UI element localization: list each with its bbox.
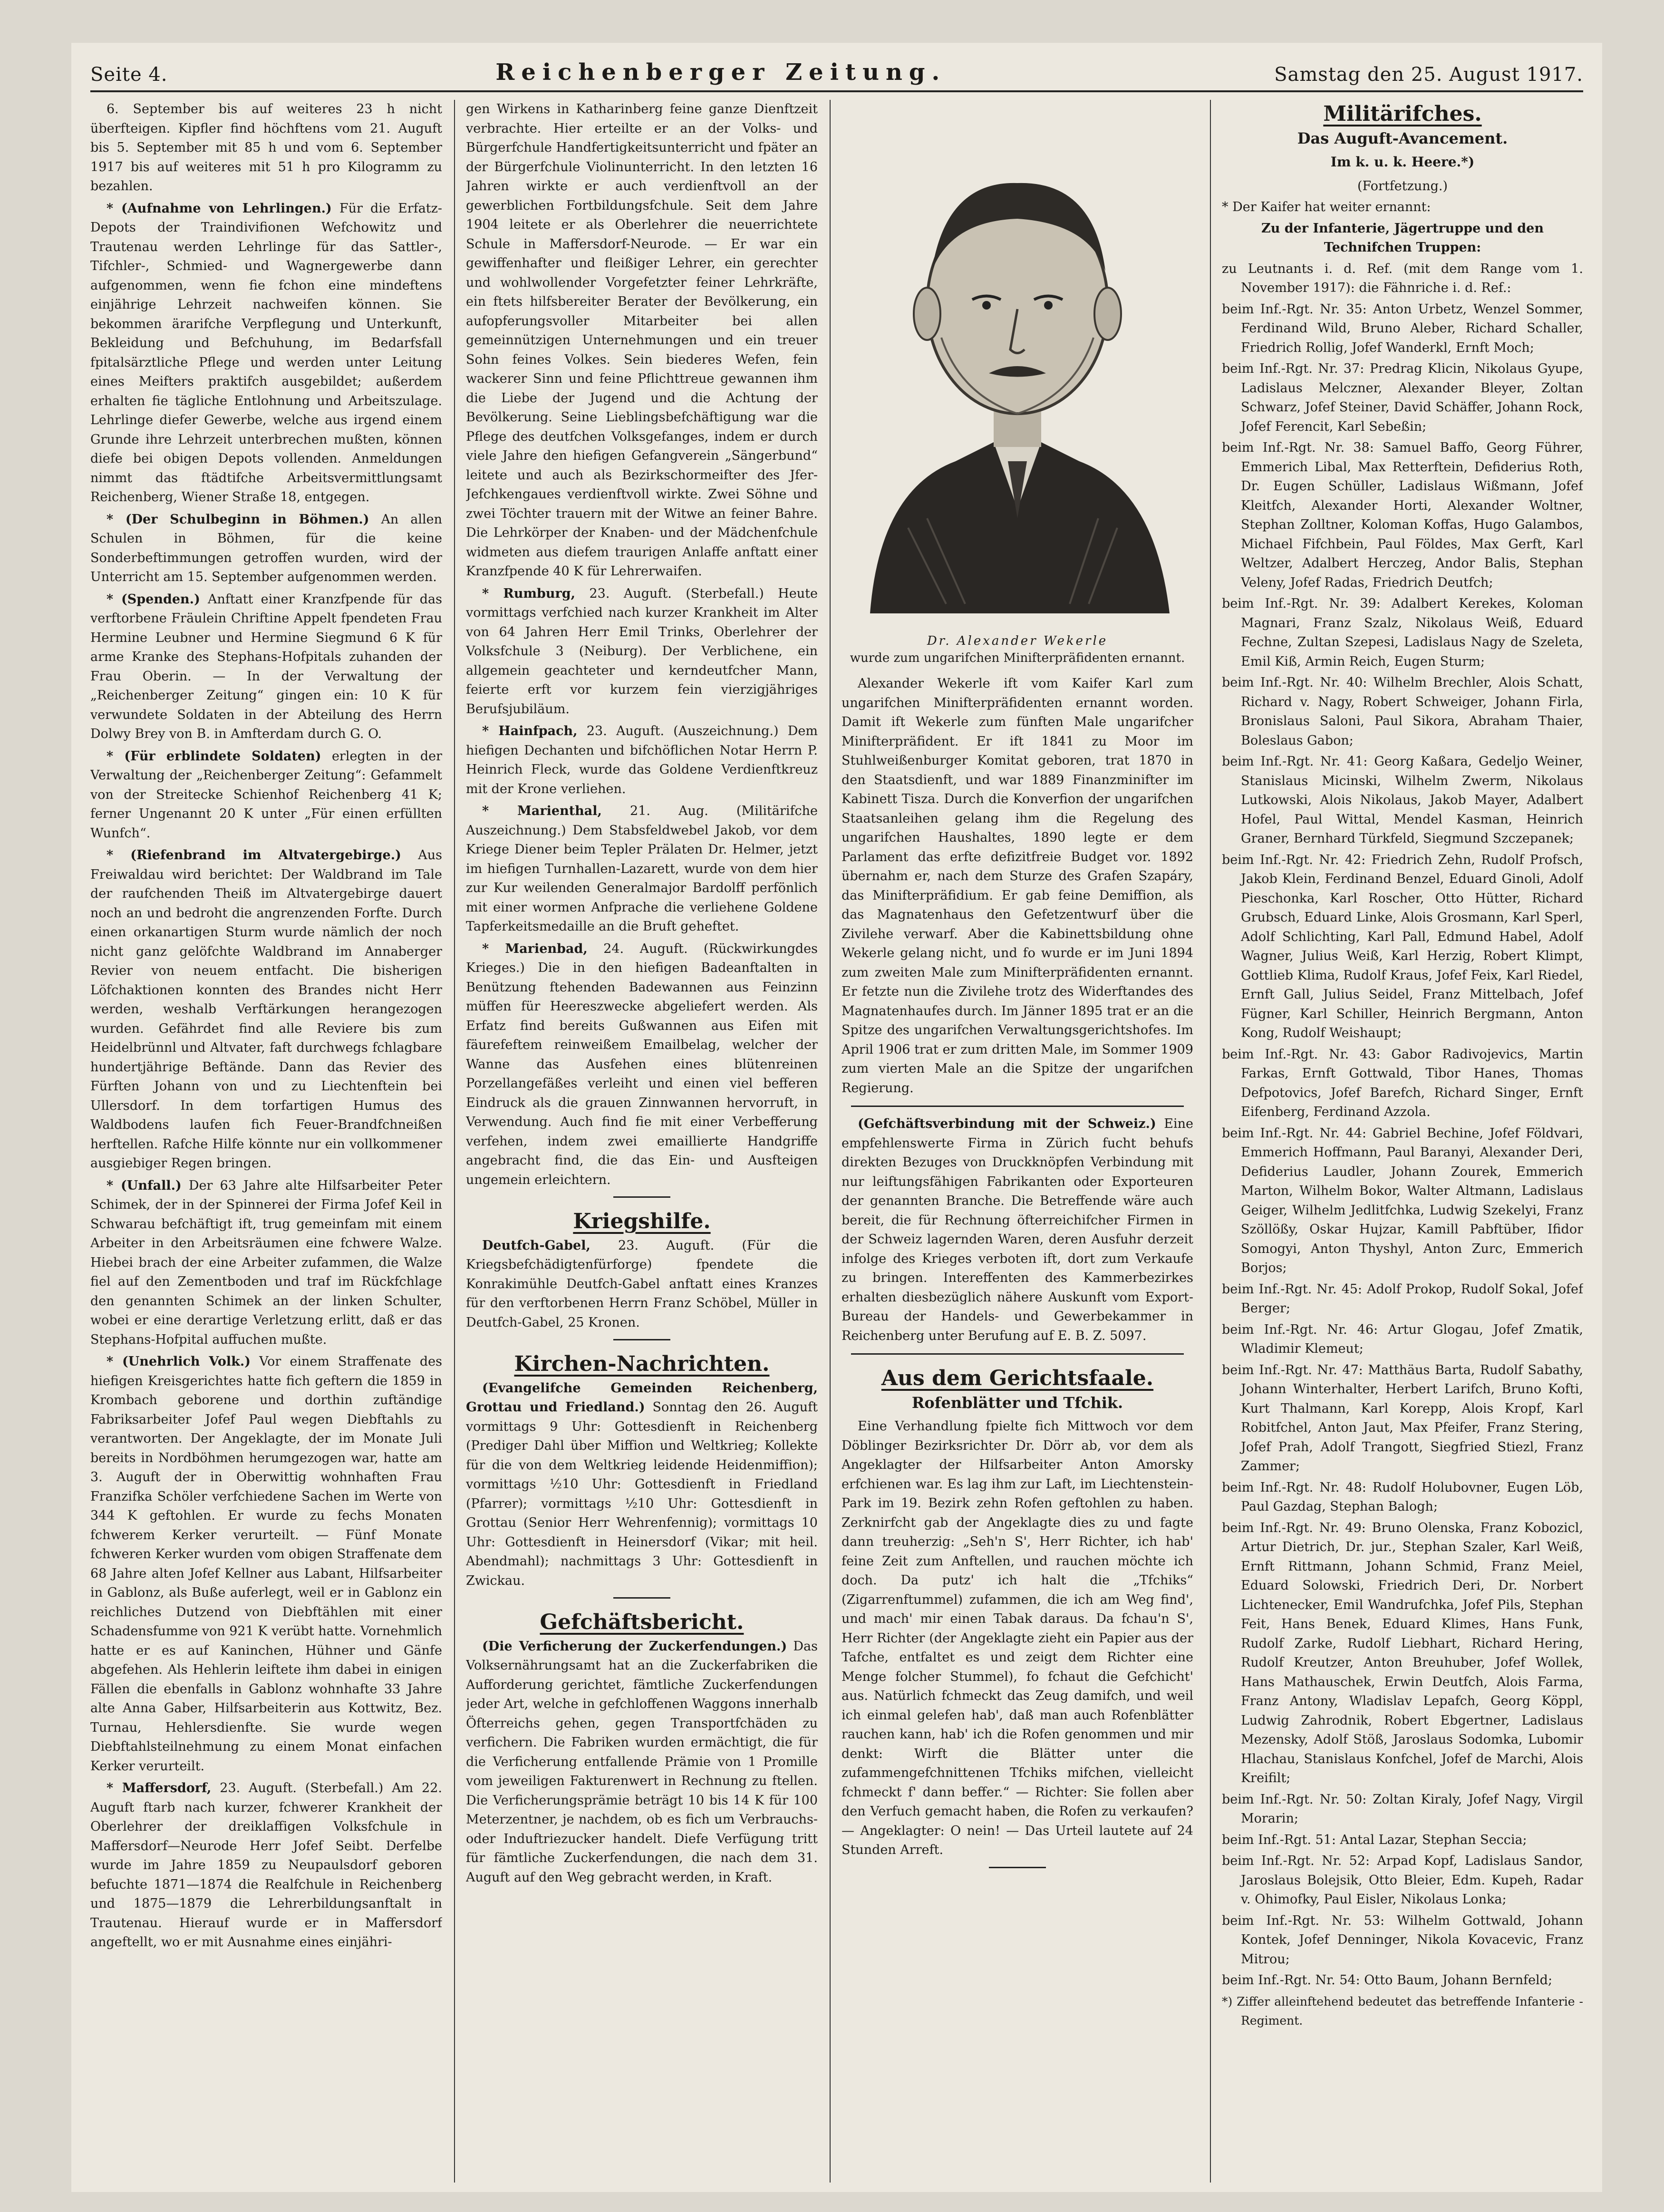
column-2 (466, 100, 818, 2183)
article-paragraph (90, 1352, 442, 1776)
article-heading: * (Aufnahme von Lehrlingen.) (106, 201, 332, 216)
section-divider (851, 1106, 1184, 1107)
list-item: beim Inf.-Rgt. Nr. 39: Adalbert Kerekes, Koloman Magnari, Franz Szalz, Nikolaus Weiß, Eduard Fechne, Zultan Szepesi, Ladislaus Nagy de Szeleta, Emil Kiß, Armin Reich, Eugen Sturm; (1222, 596, 1583, 669)
column-1 (90, 100, 442, 2183)
page-number: Seite 4. (90, 64, 168, 86)
list-item: beim Inf.-Rgt. Nr. 40: Wilhelm Brechler, Alois Schatt, Richard v. Nagy, Robert Schweiger, Johann Firla, Bronislaus Saloni, Paul Sikora, Abraham Thaier, Boleslaus Gabon; (1222, 675, 1583, 748)
list-intro: * Der Kaifer hat weiter ernannt: (1222, 200, 1431, 214)
column-rule (830, 100, 831, 2183)
article-paragraph: Eine Verhandlung fpielte fich Mittwoch vor dem Döblinger Bezirksrichter Dr. Dörr ab, vor dem als Angeklagter der Hilfsarbeiter Anton Amorsky erfchienen war. Es lag ihm zur Laft, im Liechtenstein-Park im 19. Bezirk zehn Rofen geftohlen zu haben. Zerknirfcht gab der Angeklagte dies zu und fagte dann treuherzig: „Seh'n S', Herr Richter, ich hab' feine Zeit zum Anftellen, und rauchen möchte ich doch. Da putz' ich halt die „Tfchiks“ (Zigarrenftummel) zufammen, die ich am Weg find', und mach' mir einen Tabak daraus. Da fchau'n S', Herr Richter (der Angeklagte zieht ein Papier aus der Tafche, entfaltet es und zeigt dem Richter eine Menge folcher Stummel), fo fchaut die Gefchicht' aus. Natürlich fchmeckt das Zeug damifch, und weil ich einmal gelefen hab', daß man auch Rofenblätter rauchen kann, hab' ich die Rofen genommen und mir denkt: Wirft die Blätter unter die zufammengefchnittenen Tfchiks mifchen, vielleicht fchmeckt f' dann beffer.“ — Richter: Sie follen aber den Verfuch gemacht haben, die Rofen zu verkaufen? — Angeklagter: O nein! — Das Urteil lautete auf 24 Stunden Arreft. (842, 1419, 1193, 1857)
article-paragraph (466, 1379, 818, 1591)
article-paragraph (842, 1115, 1193, 1346)
section-heading-kirchen: Kirchen-Nachrichten. (514, 1352, 770, 1376)
article-text: 23. Auguft. (Sterbefall.) Am 22. Auguft ftarb nach kurzer, fchwerer Krankheit der Oberlehrer der dreiklaffigen Volksfchule in Maffersdorf—Neurode Herr Jofef Seibt. Derfelbe wurde im Jahre 1859 zu Neupaulsdorf geboren befuchte 1871—1874 die Realfchule in Reichenberg und 1875—1879 die Lehrerbildungsanftalt in Trautenau. Hierauf wurde er in Maffersdorf angeftellt, wo er mit Ausnahme eines einjähri- (90, 1781, 442, 1950)
article-text: 23. Auguft. (Auszeichnung.) Dem hiefigen Dechanten und bifchöflichen Notar Herrn P. Heinrich Fleck, wurde das Goldene Verdienftkreuz mit der Krone verliehen. (466, 724, 818, 796)
article-text: Vor einem Straffenate des hiefigen Kreisgerichtes hatte fich geftern die 1859 in Krombach geborene und dorthin zuftändige Fabriksarbeiter Jofef Paul wegen Diebftahls zu verantworten. Der Angeklagte, der im Monate Juli bereits in Nordböhmen herumgezogen war, hatte am 3. Auguft der in Oberwittig wohnhaften Frau Franzifka Schöler verfchiedene Sachen im Werte von 344 K geftohlen. Er wurde zu fechs Monaten fchwerem Kerker verurteilt. — Fünf Monate fchweren Kerker wurden vom obigen Straffenate dem 68 Jahre alten Jofef Kellner aus Labant, Hilfsarbeiter in Gablonz, als Buße auferlegt, weil er in Gablonz ein reichliches Dutzend von Diebftählen mit einer Schadensfumme von 921 K verübt hatte. Vornehmlich hatte er es auf Kaninchen, Hühner und Gänfe abgefehen. Als Hehlerin leiftete ihm dabei in einigen Fällen die ebenfalls in Gablonz wohnhafte 33 Jahre alte Anna Gaber, Hilfsarbeiterin aus Kottwitz, Bez. Turnau, Hehlersdienfte. Sie wurde wegen Diebftahlsteilnehmung zu einem Monat einfachen Kerker verurteilt. (90, 1354, 442, 1774)
article-text: 21. Aug. (Militärifche Auszeichnung.) Dem Stabsfeldwebel Jakob, vor dem Kriege Diener beim Tepler Prälaten Dr. Helmer, jetzt im hiefigen Turnhallen-Lazarett, wurde von dem hier zur Kur weilenden Generalmajor Bardolff perfönlich mit einer wormen Anfprache die verliehene Goldene Tapferkeitsmedaille an die Bruft geheftet. (466, 804, 818, 934)
article-heading: * Marienthal, (482, 804, 602, 818)
column-rule (454, 100, 455, 2183)
article-paragraph (466, 1637, 818, 1888)
column-4 (1222, 100, 1583, 2183)
list-item: beim Inf.-Rgt. Nr. 54: Otto Baum, Johann Bernfeld; (1222, 1973, 1553, 1988)
article-paragraph: gen Wirkens in Katharinberg feine ganze Dienftzeit verbrachte. Hier erteilte er an der Volks- und Bürgerfchule Handfertigkeitsunterricht und fpäter an der Bürgerfchule Violinunterricht. In den letzten 16 Jahren wirkte er auch verdienftvoll an der gewerblichen Fortbildungsfchule. Seit dem Jahre 1904 leitete er als Oberlehrer die neuerrichtete Schule in Maffersdorf-Neurode. — Er war ein gewiffenhafter und fleißiger Lehrer, ein gerechter und wohlwollender Vorgefetzter feiner Lehrkräfte, ein ftets hilfsbereiter Berater der Bevölkerung, ein aufopferungsvoller Mitarbeiter bei allen gemeinnützigen Unternehmungen und ein treuer Sohn feines Volkes. Sein biederes Wefen, fein wackerer Sinn und feine Pflichttreue gewannen ihm die Liebe der Jugend und die Achtung der Bevölkerung. Seine Lieblingsbefchäftigung war die Pflege des deutfchen Volksgefanges, indem er durch viele Jahre den hiefigen Gefangverein „Sängerbund“ leitete und auch als Bezirkschormeifter des Jfer-Jefchkengaues verdienftvoll wirkte. Zwei Söhne und zwei Töchter trauern mit der Witwe an feiner Bahre. Die Lehrkörper der Knaben- und der Mädchenfchule widmeten aus diefem traurigen Anlaffe anftatt einer Kranzfpende 40 K für Lehrerwaifen. (466, 102, 818, 579)
article-text: 23. Auguft. (Sterbefall.) Heute vormittags verfchied nach kurzer Krankheit im Alter von 64 Jahren Herr Emil Trinks, Oberlehrer der Volksfchule 3 (Neiburg). Der Verblichene, ein allgemein geachteter und kerndeutfcher Mann, feierte erft vor kurzem fein vierzigjähriges Berufsjubiläum. (466, 586, 818, 717)
article-text: 24. Auguft. (Rückwirkungdes Krieges.) Die in den hiefigen Badeanftalten in Benützung ftehenden Badewannen aus Feinzinn müffen für Heereszwecke abgeliefert werden. Als Erfatz find bereits Gußwannen aus Eifen mit fäurefeftem reinweißem Emailbelag, welcher der Wanne das Ausfehen eines blütenreinen Porzellangefäßes verleiht und einen viel befferen Eindruck als die grauen Zinnwannen hervorruft, in Verwendung. Auch find fie mit einer Verbefferung verfehen, indem zwei emaillierte Handgriffe angebracht find, die das Ein- und Ausfteigen ungemein erleichtern. (466, 941, 818, 1187)
article-paragraph (466, 802, 818, 937)
portrait-caption (842, 632, 1193, 667)
article-heading: Deutfch-Gabel, (482, 1238, 590, 1253)
header-rule (90, 90, 1583, 92)
article-heading: * Marienbad, (482, 941, 588, 956)
article-heading: * (Spenden.) (106, 592, 200, 607)
article-paragraph (466, 722, 818, 799)
article-heading: * Maffersdorf, (106, 1781, 212, 1795)
article-paragraph (90, 590, 442, 744)
article-text: erlegten in der Verwaltung der „Reichenberger Zeitung“: Gefammelt von der Streitecke Schienhof Reichenberg 41 K; ferner Ungenannt 20 K unter „Für einen erfüllten Wunfch“. (90, 748, 442, 841)
list-item: beim Inf.-Rgt. Nr. 47: Matthäus Barta, Rudolf Sabathy, Johann Winterhalter, Herbert Larifch, Bruno Kofti, Kurt Thalmann, Karl Korepp, Alois Kropf, Karl Robitfchel, Anton Jaut, Max Pfeifer, Franz Stering, Jofef Prah, Adolf Trangott, Siegfried Stiezl, Franz Zammer; (1222, 1362, 1583, 1474)
article-heading: * (Der Schulbeginn in Böhmen.) (106, 512, 369, 527)
article-heading: * (Für erblindete Soldaten) (106, 748, 321, 764)
list-item: beim Inf.-Rgt. Nr. 52: Arpad Kopf, Ladislaus Sandor, Jaroslaus Bolejsik, Otto Bleier, Edm. Kupeh, Radar v. Ohimofky, Paul Eisler, Nikolaus Lonka; (1222, 1853, 1583, 1907)
article-paragraph (90, 1176, 442, 1350)
article-subheading: Das Auguft-Avancement. (1297, 129, 1508, 147)
article-subheading: Rofenblätter und Tfchik. (911, 1393, 1123, 1412)
section-divider (989, 1867, 1046, 1868)
article-text: 23. Auguft. (Für die Kriegsbefchädigtenfürforge) fpendete die Konrakimühle Deutfch-Gabel anftatt eines Kranzes für den verftorbenen Herrn Franz Schöbel, Müller in Deutfch-Gabel, 25 Kronen. (466, 1238, 818, 1330)
section-heading-geschaeft: Gefchäftsbericht. (540, 1610, 744, 1634)
list-item: beim Inf.-Rgt. Nr. 43: Gabor Radivojevics, Martin Farkas, Ernft Gottwald, Tibor Hanes, Thomas Defpotovics, Jofef Barefch, Richard Singer, Ernft Eifenberg, Ferdinand Azzola. (1222, 1047, 1583, 1119)
article-paragraph (90, 846, 442, 1174)
section-heading-militaer: Militärifches. (1323, 102, 1482, 126)
section-divider (613, 1196, 670, 1198)
section-divider (613, 1339, 670, 1340)
newspaper-title: Reichenberger Zeitung. (495, 59, 947, 86)
article-paragraph: Alexander Wekerle ift vom Kaifer Karl zum ungarifchen Minifterpräfidenten ernannt worden. Damit ift Wekerle zum fünften Male ungarifcher Minifterpräfident. Er ift 1841 zu Moor im Stuhlweißenburger Komitat geboren, trat 1870 in den Staatsdienft, und war 1889 Finanzminifter im Kabinett Tisza. Durch die Konverfion der ungarifchen Staatsanleihen gelang ihm die Regelung des ungarifchen Haushaltes, 1890 legte er dem Parlament das erfte defizitfreie Budget vor. 1892 übernahm er, nach dem Sturze des Grafen Szapáry, das Minifterpräfidium. Er gab feine Demiffion, als das Magnatenhaus den Gefetzentwurf über die Zivilehe verwarf. Aber die Kabinettsbildung ohne Wekerle gelang nicht, und fo wurde er im Juni 1894 zum zweiten Male zum Minifterpräfidenten ernannt. Er fetzte nun die Zivilehe trotz des Widerftandes des Magnatenhaufes durch. Im Jänner 1895 trat er an die Spitze des ungarifchen Verwaltungsgerichtshofes. Im April 1906 trat er zum dritten Male, im Sommer 1909 zum vierten Male an die Spitze der ungarifchen Regierung. (842, 676, 1193, 1096)
article-heading: (Die Verficherung der Zuckerfendungen.) (482, 1639, 787, 1654)
article-heading: * (Riefenbrand im Altvatergebirge.) (106, 848, 401, 863)
list-item: beim Inf.-Rgt. Nr. 45: Adolf Prokop, Rudolf Sokal, Jofef Berger; (1222, 1281, 1583, 1316)
caption-name: Dr. Alexander Wekerle (927, 634, 1108, 648)
list-intro: Zu der Infanterie, Jägertruppe und den Technifchen Truppen: (1261, 221, 1544, 255)
article-paragraph (466, 940, 818, 1190)
article-text: An allen Schulen in Böhmen, für die keine Sonderbeftimmungen getroffen wurden, wird der Unterricht am 15. September aufgenommen werden. (90, 512, 442, 584)
section-divider (613, 1597, 670, 1599)
continuation-note: (Fortfetzung.) (1357, 178, 1448, 194)
list-item: beim Inf.-Rgt. Nr. 35: Anton Urbetz, Wenzel Sommer, Ferdinand Wild, Bruno Aleber, Richard Schaller, Friedrich Rollig, Jofef Wanderkl, Ernft Moch; (1222, 301, 1583, 355)
article-paragraph (90, 747, 442, 844)
article-heading: * Hainfpach, (482, 724, 578, 738)
list-item: beim Inf.-Rgt. Nr. 48: Rudolf Holubovner, Eugen Löb, Paul Gazdag, Stephan Balogh; (1222, 1480, 1583, 1514)
article-text: Der 63 Jahre alte Hilfsarbeiter Peter Schimek, der in der Spinnerei der Firma Jofef Keil in Schwarau befchäftigt ift, trug gemeinfam mit einem Arbeiter in den Arbeitsräumen eine fchwere Walze. Hiebei brach der eine Arbeiter zufammen, die Walze fiel auf den Zementboden und traf im Rückfchlage den genannten Schimek an der linken Schulter, wobei er eine derartige Verletzung erlitt, daß er das Stephans-Hofpital auffuchen mußte. (90, 1178, 442, 1347)
footnote: *) Ziffer alleinftehend bedeutet das betreffende Infanterie - Regiment. (1222, 1994, 1583, 2028)
article-paragraph (466, 1236, 818, 1333)
article-heading: * (Unfall.) (106, 1178, 182, 1193)
article-subheading-2: Im k. u. k. Heere.*) (1330, 154, 1475, 170)
list-item: beim Inf.-Rgt. Nr. 37: Predrag Klicin, Nikolaus Gyupe, Ladislaus Melczner, Alexander Bleyer, Zoltan Schwarz, Jofef Steiner, David Schäffer, Johann Rock, Jofef Ferencit, Karl Sebeßin; (1222, 361, 1583, 434)
article-text: Eine empfehlenswerte Firma in Zürich fucht behufs direkten Bezuges von Druckknöpfen Verbindung mit nur leiftungsfähigen Fabrikanten oder Exporteuren der genannten Branche. Die Betreffende wäre auch bereit, die für Rechnung öfterreichifcher Firmen in der Schweiz lagernden Waren, deren Ausfuhr derzeit infolge des Krieges verboten ift, dort zum Verkaufe zu bringen. Intereffenten des Kammerbezirkes erhalten diesbezüglich nähere Auskunft vom Export-Bureau der Handels- und Gewerbekammer in Reichenberg unter Berufung auf E. B. Z. 5097. (842, 1116, 1193, 1343)
list-item: beim Inf.-Rgt. Nr. 42: Friedrich Zehn, Rudolf Profsch, Jakob Klein, Ferdinand Benzel, Eduard Ginoli, Adolf Pieschonka, Karl Roscher, Otto Hütter, Richard Grubsch, Eduard Linke, Alois Grosmann, Karl Sperl, Adolf Schlichting, Karl Pall, Edmund Habel, Adolf Wagner, Julius Weiß, Karl Herzig, Robert Klimpt, Gottlieb Klima, Rudolf Kraus, Jofef Feix, Karl Riedel, Ernft Gall, Julius Seidel, Franz Mittelbach, Jofef Fügner, Karl Schiller, Heinrich Bergmann, Anton Kong, Rudolf Weishaupt; (1222, 852, 1583, 1040)
article-paragraph (90, 199, 442, 507)
article-text: Anftatt einer Kranzfpende für das verftorbene Fräulein Chriftine Appelt fpendeten Frau Hermine Leubner und Hermine Siegmund 6 K für arme Kranke des Stephans-Hofpitals zuhanden der Frau Oberin. — In der Verwaltung der „Reichenberger Zeitung“ gingen ein: 10 K für verwundete Soldaten in der Abteilung des Herrn Dolwy Brey von B. in Amfterdam durch G. O. (90, 592, 442, 741)
list-item: beim Inf.-Rgt. 51: Antal Lazar, Stephan Seccia; (1222, 1832, 1527, 1847)
page-header (90, 52, 1583, 86)
list-intro: zu Leutnants i. d. Ref. (mit dem Range vom 1. November 1917): die Fähnriche i. d. Ref.: (1222, 261, 1583, 295)
list-item: beim Inf.-Rgt. Nr. 41: Georg Kaßara, Gedeljo Weiner, Stanislaus Micinski, Wilhelm Zwerm, Nikolaus Lutkowski, Alois Nikolaus, Jakob Mayer, Adalbert Hofel, Paul Wittal, Mendel Kasman, Heinrich Graner, Bernhard Türkfeld, Siegmund Szczepanek; (1222, 754, 1583, 846)
list-item: beim Inf.-Rgt. Nr. 44: Gabriel Bechine, Jofef Földvari, Emmerich Hoffmann, Paul Baranyi, Alexander Deri, Defiderius Laudler, Johann Zourek, Emmerich Marton, Wilhelm Bokor, Walter Altmann, Ladislaus Geiger, Wilhelm Jedlitfchka, Ludwig Szekelyi, Franz Szöllößy, Oskar Hujzar, Kamill Pabftüber, Ifidor Somogyi, Anton Thyshyl, Anton Zurc, Emmerich Borjos; (1222, 1125, 1583, 1275)
article-paragraph: 6. September bis auf weiteres 23 h nicht überfteigen. Kipfler find höchftens vom 21. Auguft bis 5. September mit 85 h und vom 6. September 1917 bis auf weiteres mit 51 h pro Kilogramm zu bezahlen. (90, 102, 442, 194)
article-text: Das Volksernährungsamt hat an die Zuckerfabriken die Aufforderung gerichtet, fämtliche Zuckerfendungen jeder Art, welche in gefchloffenen Waggons innerhalb Öfterreichs gehen, gegen Transportfchäden zu verfichern. Die Fabriken wurden ermächtigt, die für die Verficherung entfallende Prämie von 1 Promille vom jeweiligen Fakturenwert in Rechnung zu ftellen. Die Verficherungsprämie beträgt 10 bis 14 K für 100 Meterzentner, je nachdem, ob es fich um Verbrauchs- oder Induftriezucker handelt. Diefe Verfügung tritt für fämtliche Zuckerfendungen, die nach dem 31. Auguft auf den Weg gebracht werden, in Kraft. (466, 1639, 818, 1885)
article-heading: * Rumburg, (482, 586, 576, 601)
section-divider (851, 1353, 1184, 1355)
list-item: beim Inf.-Rgt. Nr. 49: Bruno Olenska, Franz Kobozicl, Artur Dietrich, Dr. jur., Stephan Szaler, Karl Weiß, Ernft Rittmann, Johann Schmid, Franz Meiel, Eduard Solowski, Friedrich Deri, Dr. Norbert Lichtenecker, Emil Wandrufchka, Jofef Pils, Stephan Feit, Hans Benek, Eduard Klimes, Hans Funk, Rudolf Zarke, Rudolf Liebhart, Richard Hering, Rudolf Kreutzer, Anton Breuhuber, Jofef Wollek, Hans Mathauschek, Erwin Deutfch, Alois Farma, Franz Antony, Wladislav Lepafch, Georg Köppl, Ludwig Zahrodnik, Robert Ebgertner, Ladislaus Mezensky, Adolf Stöß, Jaroslaus Sodomka, Lubomir Hlachau, Stanislaus Konfchel, Jofef de Marchi, Alois Kreifilt; (1222, 1520, 1583, 1785)
article-text: Aus Freiwaldau wird berichtet: Der Waldbrand im Tale der raufchenden Theiß im Altvatergebirge dauert noch an und bedroht die angrenzenden Forfte. Durch einen orkanartigen Sturm wurde nämlich der noch nicht ganz gelöfchte Waldbrand im Annaberger Revier von neuem entfacht. Die bisherigen Löfchaktionen konnten des Brandes nicht Herr werden, weshalb Verftärkungen herangezogen wurden. Gefährdet find alle Reviere bis zum Heidelbrünnl und Altvater, faft durchwegs fchlagbare hundertjährige Beftände. Dann das Revier des Fürften Johann von und zu Liechtenftein bei Ullersdorf. In dem torfartigen Humus des Waldbodens laufen fich Feuer-Brandfchneißen herftellen. Rafche Hilfe könnte nur ein vollkommener ausgiebiger Regen bringen. (90, 848, 442, 1171)
article-paragraph (466, 584, 818, 719)
section-heading-gericht: Aus dem Gerichtsfaale. (881, 1366, 1154, 1390)
column-3 (842, 100, 1193, 2183)
article-heading: (Gefchäftsverbindung mit der Schweiz.) (858, 1116, 1156, 1131)
article-heading: * (Unehrlich Volk.) (106, 1354, 251, 1369)
list-item: beim Inf.-Rgt. Nr. 50: Zoltan Kiraly, Jofef Nagy, Virgil Morarin; (1222, 1792, 1583, 1826)
article-paragraph (90, 510, 442, 587)
issue-date: Samstag den 25. August 1917. (1274, 64, 1583, 86)
section-heading-kriegshilfe: Kriegshilfe. (573, 1209, 711, 1233)
article-heading: (Evangelifche Gemeinden Reichenberg, Grottau und Friedland.) (466, 1380, 818, 1415)
list-item: beim Inf.-Rgt. Nr. 38: Samuel Baffo, Georg Führer, Emmerich Libal, Max Retterftein, Defiderius Roth, Dr. Eugen Schüller, Ladislaus Wißmann, Jofef Kleitfch, Alexander Horti, Alexander Woltner, Stephan Zolltner, Koloman Koffas, Hugo Galambos, Michael Fifchbein, Paul Földes, Max Gerft, Karl Weltzer, Adalbert Herczeg, Andor Balis, Stephan Veleny, Jofef Radas, Friedrich Deutfch; (1222, 440, 1583, 590)
article-text: Sonntag den 26. Auguft vormittags 9 Uhr: Gottesdienft in Reichenberg (Prediger Dahl über Miffion und Weltkrieg; Kollekte für die von dem Weltkrieg leidende Heidenmiffion); vormittags ½10 Uhr: Gottesdienft in Friedland (Pfarrer); vormittags ½10 Uhr: Gottesdienft in Grottau (Senior Herr Wehrenfennig); vormittags 10 Uhr: Gottesdienft in Heinersdorf (Vikar; mit heil. Abendmahl); nachmittags 3 Uhr: Gottesdienft in Zwickau. (466, 1400, 818, 1588)
list-item: beim Inf.-Rgt. Nr. 46: Artur Glogau, Jofef Zmatik, Wladimir Klemeut; (1222, 1322, 1583, 1356)
caption-text: wurde zum ungarifchen Minifterpräfidenten ernannt. (850, 651, 1185, 665)
article-text: Für die Erfatz-Depots der Traindivifionen Wefchowitz und Trautenau werden Lehrlinge für das Sattler-, Tifchler-, Schmied- und Wagnergewerbe dann aufgenommen, wenn fie fchon eine mindeftens einjährige Lehrzeit nachweifen können. Sie bekommen ärarifche Verpflegung und Unterkunft, Bekleidung und Befchuhung, im Bedarfsfall fpitalsärztliche Pflege und werden unter Leitung eines Meifters praktifch ausgebildet; außerdem erhalten fie tägliche Entlohnung und Arbeitszulage. Lehrlinge diefer Gewerbe, welche aus irgend einem Grunde ihre Lehrzeit unterbrechen mußten, können diefe bei obigen Depots vollenden. Anmeldungen nimmt das ftädtifche Arbeitsvermittlungsamt Reichenberg, Wiener Straße 18, entgegen. (90, 201, 442, 504)
portrait-illustration (851, 100, 1184, 628)
column-rule (1210, 100, 1211, 2183)
newspaper-page (71, 43, 1602, 2192)
article-paragraph (90, 1779, 442, 1952)
list-item: beim Inf.-Rgt. Nr. 53: Wilhelm Gottwald, Johann Kontek, Jofef Denninger, Nikola Kovacevic, Franz Mitrou; (1222, 1913, 1583, 1967)
